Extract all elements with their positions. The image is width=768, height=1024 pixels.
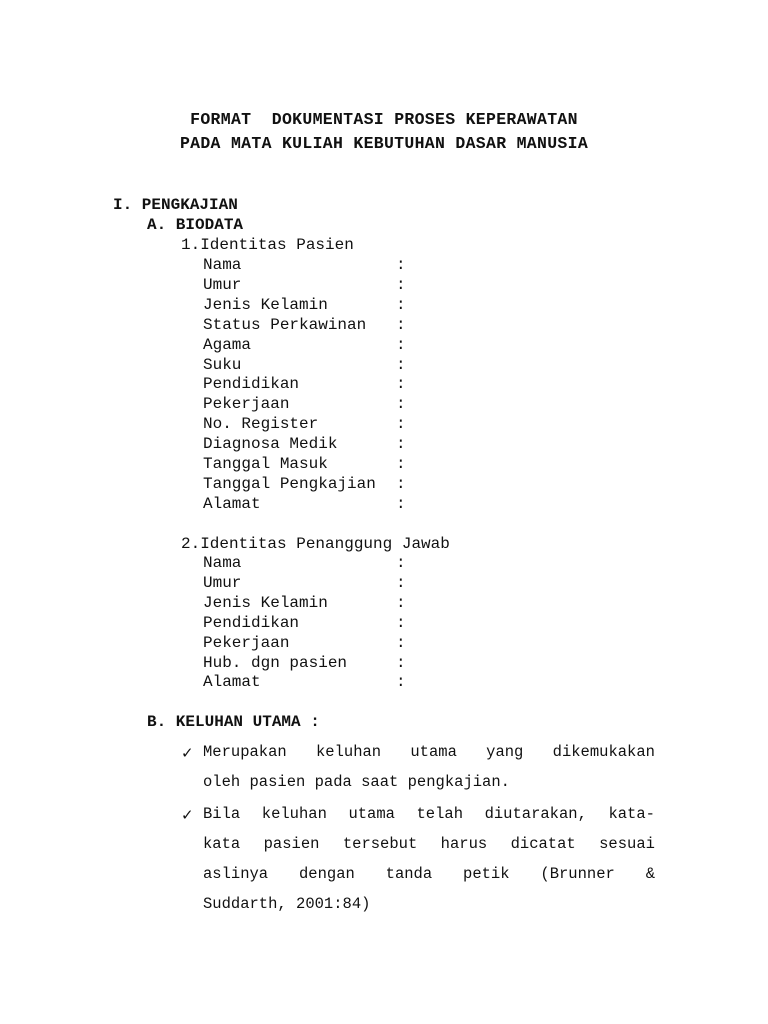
checkmark-icon: ✓	[181, 744, 194, 762]
paragraph-text: &	[645, 865, 655, 883]
field-label: Nama	[203, 256, 242, 274]
paragraph-text: tanda	[385, 865, 433, 883]
field-colon: :	[396, 355, 406, 374]
paragraph-text: aslinya	[203, 865, 269, 883]
field-label: Alamat	[203, 673, 261, 692]
field-label: Tanggal Masuk	[203, 455, 328, 473]
paragraph-text: harus	[440, 835, 488, 853]
paragraph-line	[203, 767, 655, 797]
field-label: Agama	[203, 335, 252, 354]
bullet-paragraph-2	[203, 799, 655, 919]
paragraph-text: Merupakan	[203, 743, 287, 761]
field-colon: :	[396, 653, 406, 672]
paragraph-text: kata	[203, 835, 241, 853]
paragraph-text: Suddarth, 2001:84)	[203, 895, 371, 913]
paragraph-text: diutarakan,	[484, 805, 587, 823]
field-colon: :	[396, 613, 406, 632]
paragraph-text: petik	[463, 865, 510, 883]
field-colon: :	[396, 673, 406, 692]
paragraph-line	[203, 737, 655, 767]
field-colon: :	[396, 335, 406, 354]
field-label: No. Register	[203, 415, 319, 434]
paragraph-text: (Brunner	[540, 865, 615, 883]
field-label: Tanggal Pengkajian	[203, 474, 376, 493]
paragraph-text: sesuai	[599, 835, 655, 853]
field-colon: :	[396, 315, 406, 334]
field-label: Hub. dgn pasien	[203, 653, 348, 672]
field-label: Pendidikan	[203, 613, 300, 632]
paragraph-text: keluhan	[261, 805, 327, 823]
bullet-paragraph-1	[203, 737, 655, 797]
paragraph-text: utama	[348, 805, 395, 823]
field-colon: :	[396, 435, 406, 454]
field-colon: :	[396, 275, 406, 294]
checkmark-icon: ✓	[181, 806, 194, 824]
paragraph-text: utama	[410, 743, 457, 761]
paragraph-text: kata-	[608, 805, 655, 823]
paragraph-text: yang	[486, 743, 524, 761]
field-label: Status Perkawinan	[203, 315, 367, 334]
field-label: Pekerjaan	[203, 395, 290, 414]
field-label: Suku	[203, 355, 242, 374]
field-colon: :	[396, 295, 406, 314]
field-colon: :	[396, 256, 406, 274]
paragraph-text: Bila	[203, 805, 241, 823]
field-colon: :	[396, 494, 406, 513]
paragraph-text: dikemukakan	[552, 743, 655, 761]
paragraph-text: dengan	[298, 865, 355, 883]
field-colon: :	[396, 375, 406, 394]
field-label: Jenis Kelamin	[203, 593, 328, 612]
field-label: Diagnosa Medik	[203, 435, 338, 454]
patient-identity-heading: 1.Identitas Pasien	[181, 236, 354, 254]
field-label: Nama	[203, 554, 242, 572]
field-colon: :	[396, 554, 406, 572]
field-colon: :	[396, 593, 406, 612]
paragraph-line	[203, 889, 655, 919]
field-label: Umur	[203, 573, 242, 592]
subsection-heading-biodata: A. BIODATA	[147, 216, 244, 234]
field-colon: :	[396, 455, 406, 473]
paragraph-line	[203, 799, 655, 829]
paragraph-text: pasien	[263, 835, 320, 853]
field-colon: :	[396, 633, 406, 652]
document-title-line-2: PADA MATA KULIAH KEBUTUHAN DASAR MANUSIA	[179, 134, 589, 153]
field-colon: :	[396, 573, 406, 592]
paragraph-line	[203, 829, 655, 859]
field-label: Jenis Kelamin	[203, 295, 328, 314]
paragraph-text: oleh pasien pada saat pengkajian.	[203, 773, 510, 791]
paragraph-line	[203, 859, 655, 889]
paragraph-text: telah	[416, 805, 464, 823]
field-label: Umur	[203, 275, 242, 294]
paragraph-text: tersebut	[342, 835, 418, 853]
paragraph-text: keluhan	[315, 743, 382, 761]
subsection-heading-keluhan-utama: B. KELUHAN UTAMA :	[147, 713, 320, 731]
field-label: Pendidikan	[203, 375, 300, 394]
section-heading-pengkajian: I. PENGKAJIAN	[113, 196, 238, 214]
document-title-line-1: FORMAT DOKUMENTASI PROSES KEPERAWATAN	[190, 110, 578, 129]
field-colon: :	[396, 395, 406, 414]
guardian-identity-heading: 2.Identitas Penanggung Jawab	[181, 535, 450, 553]
field-label: Pekerjaan	[203, 633, 290, 652]
field-colon: :	[396, 474, 406, 493]
field-label: Alamat	[203, 494, 261, 513]
field-colon: :	[396, 415, 406, 434]
paragraph-text: dicatat	[510, 835, 576, 853]
